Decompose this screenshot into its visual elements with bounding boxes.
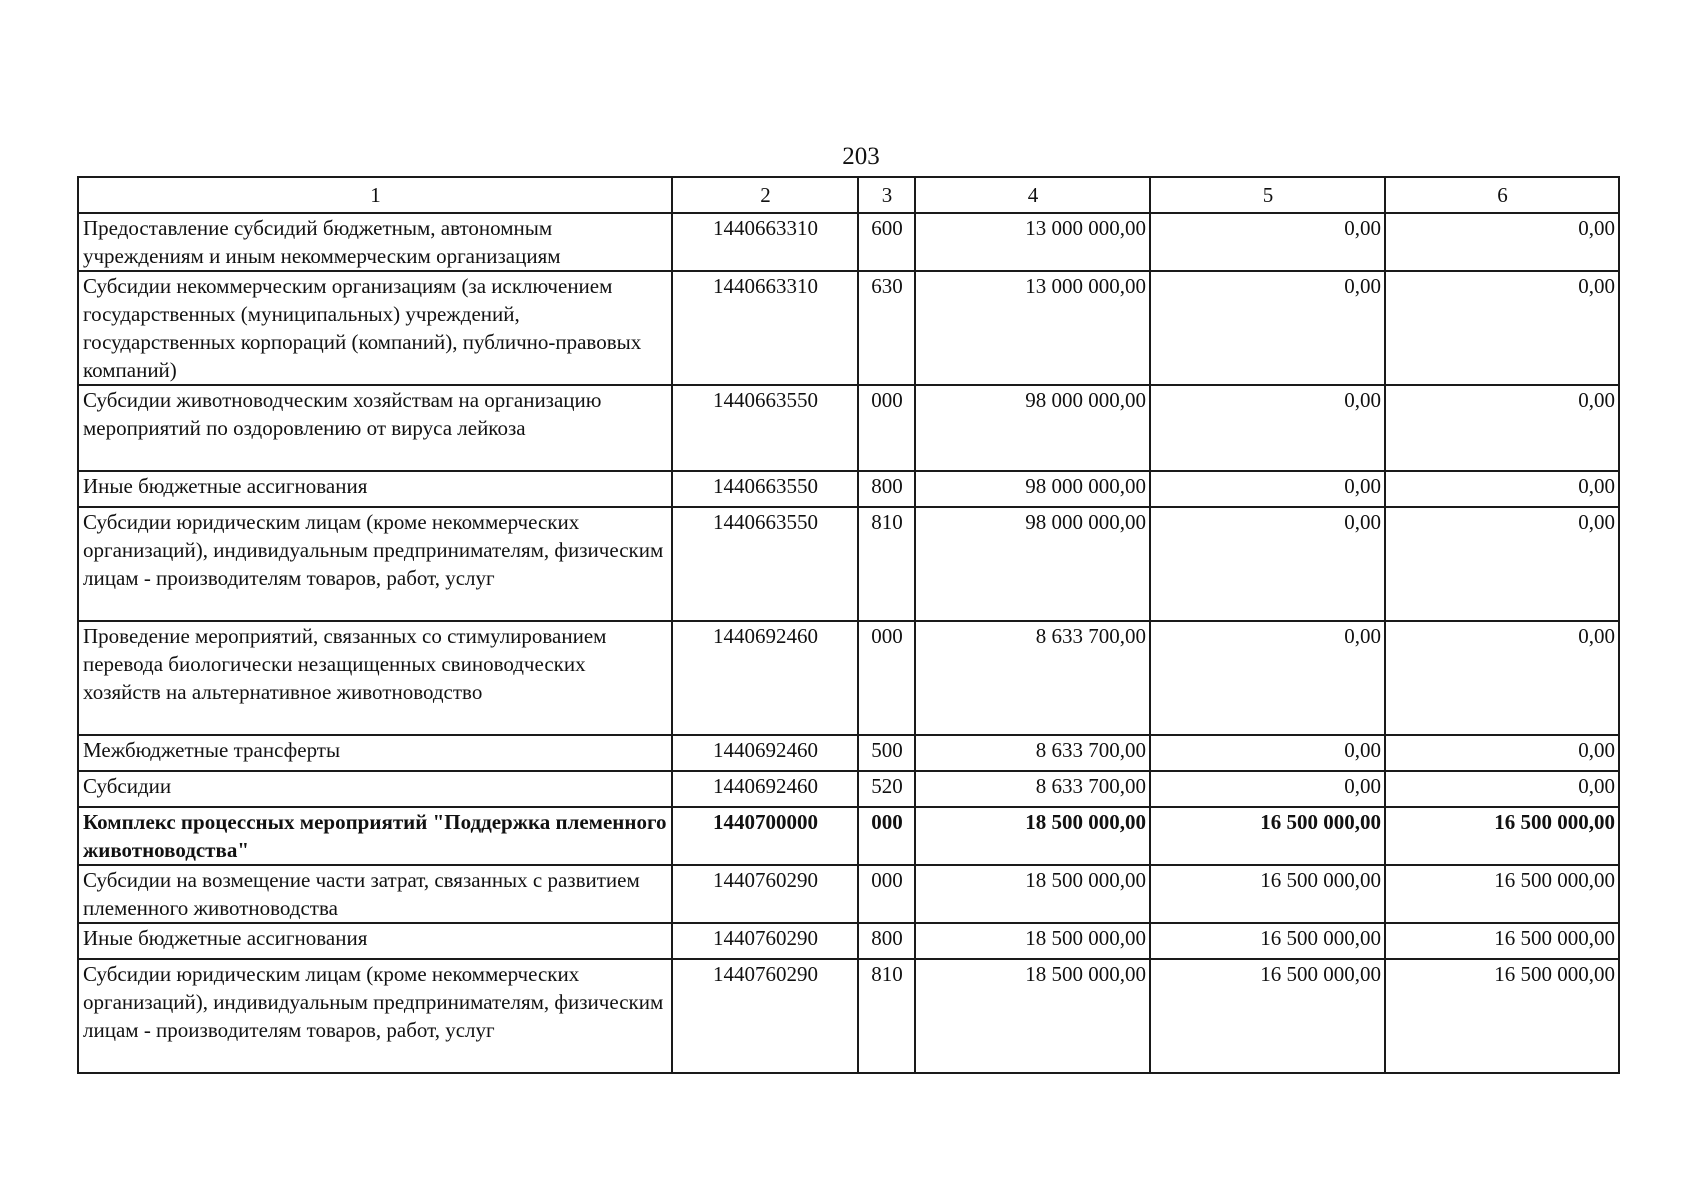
row-code: 1440692460 bbox=[672, 735, 858, 771]
row-value-col4: 98 000 000,00 bbox=[915, 507, 1150, 621]
table-row bbox=[78, 385, 1619, 471]
header-col-1: 1 bbox=[78, 177, 672, 213]
row-value-col6: 0,00 bbox=[1385, 385, 1619, 471]
row-value-col6: 0,00 bbox=[1385, 271, 1619, 385]
row-value-col5: 16 500 000,00 bbox=[1150, 959, 1385, 1073]
row-code: 1440692460 bbox=[672, 771, 858, 807]
header-col-3: 3 bbox=[858, 177, 915, 213]
row-value-col5: 0,00 bbox=[1150, 385, 1385, 471]
table-header-row bbox=[78, 177, 1619, 213]
row-expense-type: 810 bbox=[858, 507, 915, 621]
table-row bbox=[78, 507, 1619, 621]
row-code: 1440663550 bbox=[672, 385, 858, 471]
row-value-col5: 0,00 bbox=[1150, 213, 1385, 271]
row-value-col4: 8 633 700,00 bbox=[915, 621, 1150, 735]
row-code: 1440700000 bbox=[672, 807, 858, 865]
table-row bbox=[78, 923, 1619, 959]
row-value-col4: 18 500 000,00 bbox=[915, 959, 1150, 1073]
row-value-col4: 8 633 700,00 bbox=[915, 735, 1150, 771]
row-value-col6: 0,00 bbox=[1385, 471, 1619, 507]
row-value-col4: 18 500 000,00 bbox=[915, 807, 1150, 865]
row-name: Субсидии некоммерческим организациям (за исключением государственных (муниципальных) учреждений, государственных корпораций (компаний), публично-правовых компаний) bbox=[78, 271, 672, 385]
row-value-col5: 0,00 bbox=[1150, 507, 1385, 621]
row-name: Иные бюджетные ассигнования bbox=[78, 923, 672, 959]
row-value-col4: 98 000 000,00 bbox=[915, 385, 1150, 471]
row-name: Субсидии животноводческим хозяйствам на организацию мероприятий по оздоровлению от вируса лейкоза bbox=[78, 385, 672, 471]
row-value-col6: 0,00 bbox=[1385, 213, 1619, 271]
row-expense-type: 810 bbox=[858, 959, 915, 1073]
row-expense-type: 000 bbox=[858, 807, 915, 865]
table-row bbox=[78, 865, 1619, 923]
row-expense-type: 500 bbox=[858, 735, 915, 771]
row-expense-type: 000 bbox=[858, 865, 915, 923]
row-name: Комплекс процессных мероприятий "Поддержка племенного животноводства" bbox=[78, 807, 672, 865]
table-row bbox=[78, 271, 1619, 385]
header-col-4: 4 bbox=[915, 177, 1150, 213]
row-name: Субсидии юридическим лицам (кроме некоммерческих организаций), индивидуальным предпринимателям, физическим лицам - производителям товаров, работ, услуг bbox=[78, 507, 672, 621]
table-row bbox=[78, 471, 1619, 507]
row-value-col6: 0,00 bbox=[1385, 621, 1619, 735]
row-value-col6: 0,00 bbox=[1385, 735, 1619, 771]
row-name: Субсидии юридическим лицам (кроме некоммерческих организаций), индивидуальным предпринимателям, физическим лицам - производителям товаров, работ, услуг bbox=[78, 959, 672, 1073]
row-value-col5: 16 500 000,00 bbox=[1150, 865, 1385, 923]
row-value-col6: 16 500 000,00 bbox=[1385, 923, 1619, 959]
row-expense-type: 000 bbox=[858, 621, 915, 735]
header-col-2: 2 bbox=[672, 177, 858, 213]
row-value-col4: 13 000 000,00 bbox=[915, 213, 1150, 271]
row-name: Проведение мероприятий, связанных со стимулированием перевода биологически незащищенных свиноводческих хозяйств на альтернативное животноводство bbox=[78, 621, 672, 735]
row-name: Предоставление субсидий бюджетным, автономным учреждениям и иным некоммерческим организациям bbox=[78, 213, 672, 271]
page-number bbox=[0, 143, 1698, 171]
row-code: 1440692460 bbox=[672, 621, 858, 735]
table-row bbox=[78, 771, 1619, 807]
row-expense-type: 600 bbox=[858, 213, 915, 271]
row-value-col6: 16 500 000,00 bbox=[1385, 807, 1619, 865]
header-col-6: 6 bbox=[1385, 177, 1619, 213]
row-value-col5: 0,00 bbox=[1150, 771, 1385, 807]
row-value-col5: 16 500 000,00 bbox=[1150, 807, 1385, 865]
row-expense-type: 800 bbox=[858, 471, 915, 507]
row-name: Субсидии на возмещение части затрат, связанных с развитием племенного животноводства bbox=[78, 865, 672, 923]
row-name: Межбюджетные трансферты bbox=[78, 735, 672, 771]
row-code: 1440760290 bbox=[672, 865, 858, 923]
row-value-col4: 98 000 000,00 bbox=[915, 471, 1150, 507]
table-row-section-total bbox=[78, 807, 1619, 865]
row-value-col5: 0,00 bbox=[1150, 621, 1385, 735]
row-code: 1440663310 bbox=[672, 213, 858, 271]
row-value-col4: 18 500 000,00 bbox=[915, 865, 1150, 923]
row-code: 1440760290 bbox=[672, 959, 858, 1073]
row-value-col5: 0,00 bbox=[1150, 471, 1385, 507]
row-name: Иные бюджетные ассигнования bbox=[78, 471, 672, 507]
row-code: 1440760290 bbox=[672, 923, 858, 959]
row-expense-type: 630 bbox=[858, 271, 915, 385]
table-row bbox=[78, 621, 1619, 735]
row-expense-type: 000 bbox=[858, 385, 915, 471]
row-code: 1440663550 bbox=[672, 471, 858, 507]
table-row bbox=[78, 959, 1619, 1073]
row-expense-type: 520 bbox=[858, 771, 915, 807]
row-code: 1440663310 bbox=[672, 271, 858, 385]
table-row bbox=[78, 213, 1619, 271]
row-value-col4: 18 500 000,00 bbox=[915, 923, 1150, 959]
row-value-col6: 0,00 bbox=[1385, 771, 1619, 807]
budget-table bbox=[77, 176, 1620, 1074]
row-value-col5: 0,00 bbox=[1150, 271, 1385, 385]
page-number-text: 203 bbox=[842, 143, 880, 170]
row-value-col5: 16 500 000,00 bbox=[1150, 923, 1385, 959]
row-value-col6: 0,00 bbox=[1385, 507, 1619, 621]
table-row bbox=[78, 735, 1619, 771]
header-col-5: 5 bbox=[1150, 177, 1385, 213]
row-value-col4: 13 000 000,00 bbox=[915, 271, 1150, 385]
row-code: 1440663550 bbox=[672, 507, 858, 621]
row-value-col6: 16 500 000,00 bbox=[1385, 959, 1619, 1073]
row-value-col6: 16 500 000,00 bbox=[1385, 865, 1619, 923]
row-name: Субсидии bbox=[78, 771, 672, 807]
row-value-col5: 0,00 bbox=[1150, 735, 1385, 771]
row-expense-type: 800 bbox=[858, 923, 915, 959]
row-value-col4: 8 633 700,00 bbox=[915, 771, 1150, 807]
